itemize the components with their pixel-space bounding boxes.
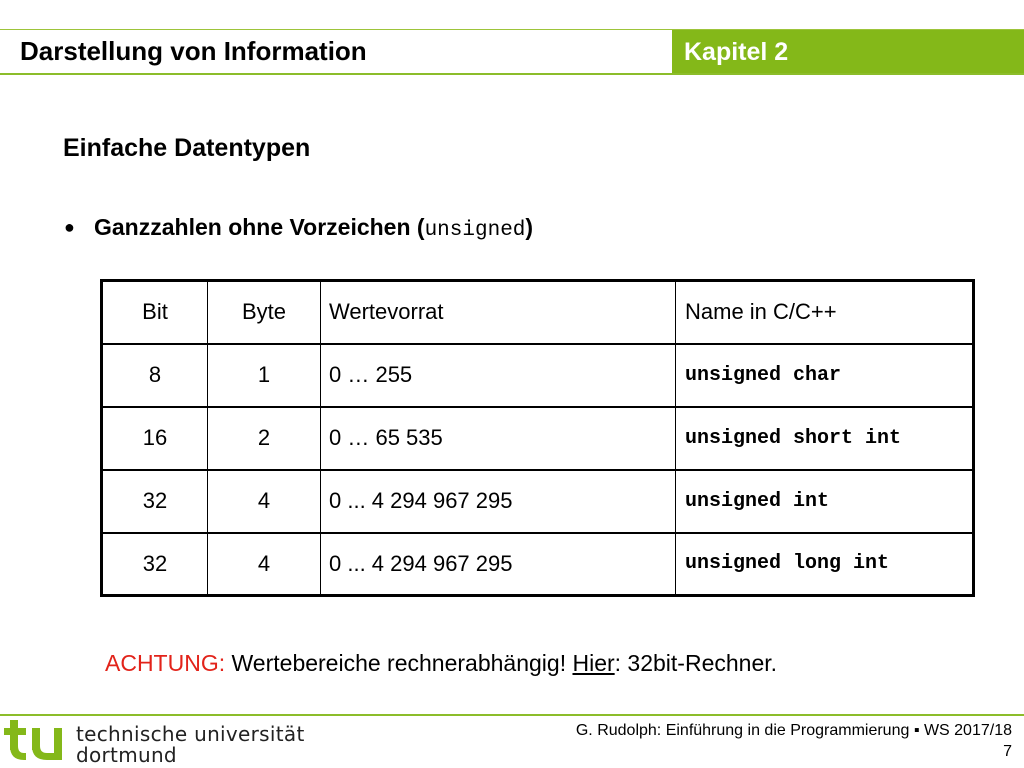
cell-wertevorrat: 0 … 255	[321, 344, 676, 407]
page-number: 7	[1003, 743, 1012, 760]
table-row	[102, 344, 974, 407]
bullet-text: Ganzzahlen ohne Vorzeichen (	[94, 214, 425, 240]
cell-bit: 8	[102, 344, 208, 407]
bullet-code: unsigned	[424, 219, 526, 242]
cell-bit: 32	[102, 470, 208, 533]
section-title: Einfache Datentypen	[63, 134, 311, 162]
table-header-row	[102, 281, 974, 344]
cell-name: unsigned short int	[676, 407, 974, 470]
university-line-2: dortmund	[76, 743, 177, 767]
cell-wertevorrat: 0 … 65 535	[321, 407, 676, 470]
chapter-badge: Kapitel 2	[672, 30, 1024, 74]
header-name: Name in C/C++	[676, 281, 974, 344]
bullet-item	[64, 214, 533, 242]
header-bottom-rule	[0, 73, 1024, 75]
cell-bit: 32	[102, 533, 208, 596]
table-row	[102, 470, 974, 533]
university-name	[76, 724, 305, 766]
cell-name: unsigned char	[676, 344, 974, 407]
datatype-table	[100, 279, 975, 597]
table-row	[102, 407, 974, 470]
bullet-close: )	[525, 214, 534, 240]
note-hier: Hier	[572, 650, 615, 676]
slide-title: Darstellung von Information	[20, 36, 367, 66]
cell-byte: 2	[208, 407, 321, 470]
cell-wertevorrat: 0 ... 4 294 967 295	[321, 533, 676, 596]
cell-wertevorrat: 0 ... 4 294 967 295	[321, 470, 676, 533]
header-byte: Byte	[208, 281, 321, 344]
header-bit: Bit	[102, 281, 208, 344]
footer-rule	[0, 714, 1024, 716]
warning-label: ACHTUNG:	[105, 650, 226, 676]
cell-byte: 1	[208, 344, 321, 407]
bullet-dot-icon: ●	[64, 217, 75, 237]
cell-name: unsigned long int	[676, 533, 974, 596]
cell-byte: 4	[208, 470, 321, 533]
note-rest: : 32bit-Rechner.	[614, 650, 778, 676]
cell-name: unsigned int	[676, 470, 974, 533]
tu-logo-icon	[4, 716, 70, 766]
cell-bit: 16	[102, 407, 208, 470]
note-text: Wertebereiche rechnerabhängig!	[225, 650, 573, 676]
university-line-1: technische universität	[76, 722, 305, 746]
warning-note	[105, 650, 777, 677]
footer-text: G. Rudolph: Einführung in die Programmierung ▪ WS 2017/18	[575, 722, 1012, 739]
cell-byte: 4	[208, 533, 321, 596]
table-row	[102, 533, 974, 596]
header-wertevorrat: Wertevorrat	[321, 281, 676, 344]
